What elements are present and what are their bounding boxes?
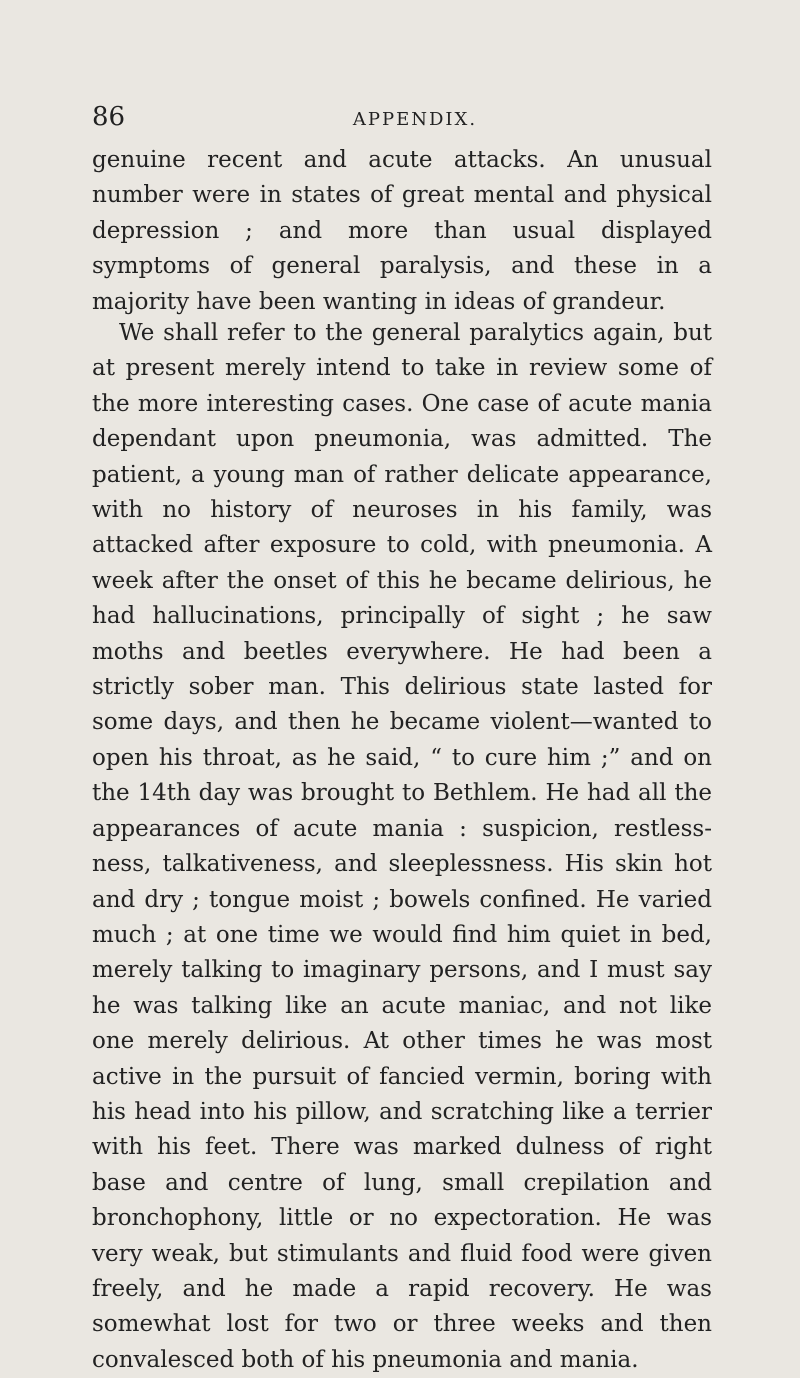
page-number: 86 (92, 102, 126, 132)
paragraph-1: genuine recent and acute attacks. An unusual number were in states of great mental and physical depression ; and more than usual displayed symptoms of general paralysis, and these in a majority have been wanting in ideas of grandeur. (92, 147, 712, 315)
running-head: APPENDIX. (352, 109, 478, 130)
paragraph-2: We shall refer to the general paralytics again, but at present merely intend to take in review some of the more interesting cases. One case of acute mania dependant upon pneumonia, was admitted. The patient, a young man of rather delicate appearance, with no history of neuroses in his family, was attacked after exposure to cold, with pneumonia. A week after the onset of this he became delirious, he had hallucinations, principally of sight ; he saw moths and beetles everywhere. He had been a strictly sober man. This delirious state lasted for some days, and then he became violent—wanted to open his throat, as he said, “ to cure him ;” and on the 14th day was brought to Bethlem. He had all the appearances of acute mania : suspicion, restlessness, talkativeness, and sleeplessness. His skin hot and dry ; tongue moist ; bowels confined. He varied much ; at one time we would find him quiet in bed, merely talking to imaginary persons, and I must say he was talking like an acute maniac, and not like one merely delirious. At other times he was most active in the pursuit of fancied vermin, boring with his head into his pillow, and scratching like a terrier with his feet. There was marked dulness of right base and centre of lung, small crepilation and bronchophony, little or no expectoration. He was very weak, but stimulants and fluid food were given freely, and he made a rapid recovery. He was somewhat lost for two or three weeks and then convalesced both of his pneumonia and mania. (92, 320, 712, 1373)
